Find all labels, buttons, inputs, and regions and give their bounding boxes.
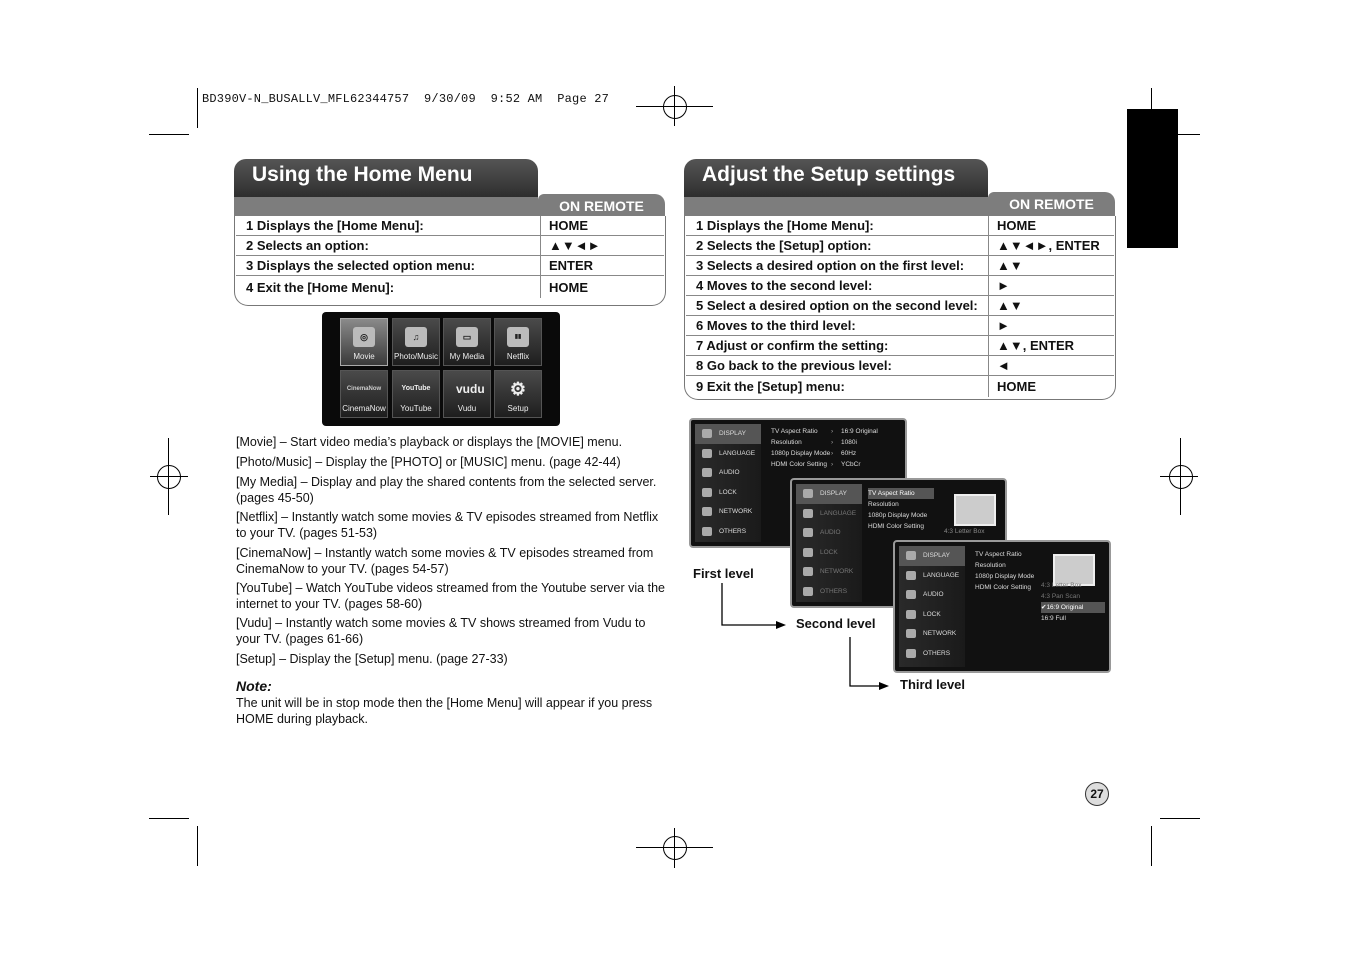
menu-item-display: DISPLAY (695, 424, 761, 444)
display-values: 16:9 Original 1080i 60Hz YCbCr (841, 428, 878, 468)
note-heading: Note: (236, 678, 272, 694)
monitor-icon: ▭ (456, 327, 478, 347)
film-reel-icon: ◎ (353, 327, 375, 347)
display-options: TV Aspect Ratio Resolution 1080p Display Mode HDMI Color Setting (771, 428, 831, 468)
description-my-media: [My Media] – Display and play the shared contents from the selected server. (pages 45-50) (236, 475, 657, 505)
setup-title: Adjust the Setup settings (684, 159, 988, 197)
home-menu-title: Using the Home Menu (234, 159, 538, 197)
aspect-values: 4:3 Letter Box 4:3 Pan Scan ✔16:9 Original 16:9 Full (1041, 580, 1105, 624)
table-row: 4 Moves to the second level: ► (686, 276, 1114, 296)
tile-netflix: ▮▮ Netflix (494, 318, 542, 366)
table-row: 3 Displays the selected option menu: ENTER (236, 256, 664, 276)
note-text: The unit will be in stop mode then the [Home Menu] will appear if you press HOME during playback. (236, 696, 653, 726)
print-slug: BD390V-N_BUSALLV_MFL62344757 9/30/09 9:52 AM Page 27 (202, 92, 610, 106)
vudu-logo-icon: vudu (456, 382, 485, 396)
table-row: 8 Go back to the previous level: ◄ (686, 356, 1114, 376)
description-netflix: [Netflix] – Instantly watch some movies & TV episodes streamed from Netflix to your TV. (pages 51-53) (236, 510, 659, 540)
tile-cinemanow: CinemaNow CinemaNow (340, 370, 388, 418)
table-row: 3 Selects a desired option on the first level: ▲▼ (686, 256, 1114, 276)
tile-setup: ⚙ Setup (494, 370, 542, 418)
second-level-label: Second level (796, 616, 876, 631)
youtube-logo-icon: YouTube (401, 385, 431, 392)
on-remote-label: ON REMOTE (538, 194, 665, 216)
tile-my-media: ▭ My Media (443, 318, 491, 366)
table-row: 9 Exit the [Setup] menu: HOME (686, 376, 1114, 398)
menu-item-others: OTHERS (695, 522, 761, 542)
setup-sidebar: DISPLAY LANGUAGE AUDIO LOCK NETWORK OTHERS (899, 546, 965, 667)
menu-item-language: LANGUAGE (695, 444, 761, 464)
description-cinemanow: [CinemaNow] – Instantly watch some movies & TV episodes streamed from CinemaNow to your TV. (pages 54-57) (236, 546, 654, 576)
description-photo-music: [Photo/Music] – Display the [PHOTO] or [MUSIC] menu. (page 42-44) (236, 455, 621, 469)
table-row: 2 Selects the [Setup] option: ▲▼◄►, ENTER (686, 236, 1114, 256)
third-level-label: Third level (900, 677, 966, 692)
tile-vudu: vudu Vudu (443, 370, 491, 418)
on-remote-label: ON REMOTE (988, 192, 1115, 216)
table-row: 2 Selects an option: ▲▼◄► (236, 236, 664, 256)
gear-icon: ⚙ (509, 379, 527, 399)
tile-photo-music: ♫ Photo/Music (392, 318, 440, 366)
table-row: 5 Select a desired option on the second level: ▲▼ (686, 296, 1114, 316)
tile-youtube: YouTube YouTube (392, 370, 440, 418)
description-youtube: [YouTube] – Watch YouTube videos streamed from the Youtube server via the internet to your TV. (pages 58-60) (236, 581, 665, 611)
display-options: TV Aspect Ratio Resolution 1080p Display Mode HDMI Color Setting (868, 488, 934, 532)
arrow-column: › › › › (831, 428, 834, 468)
table-row: 1 Displays the [Home Menu]: HOME (686, 216, 1114, 236)
description-setup: [Setup] – Display the [Setup] menu. (page 27-33) (236, 652, 508, 666)
table-row: 7 Adjust or confirm the setting: ▲▼, ENTER (686, 336, 1114, 356)
page-number: 27 (1085, 782, 1109, 806)
photo-music-icon: ♫ (405, 327, 427, 347)
display-options: TV Aspect Ratio Resolution 1080p Display Mode HDMI Color Setting (975, 551, 1035, 591)
aspect-value: 4:3 Letter Box (944, 528, 985, 535)
table-row: 4 Exit the [Home Menu]: HOME (236, 276, 664, 299)
netflix-logo-icon: ▮▮ (507, 327, 529, 347)
menu-item-lock: LOCK (695, 483, 761, 503)
setup-sidebar: DISPLAY LANGUAGE AUDIO LOCK NETWORK OTHERS (796, 484, 862, 602)
cinemanow-logo-icon: CinemaNow (346, 386, 382, 392)
table-row: 6 Moves to the third level: ► (686, 316, 1114, 336)
first-level-label: First level (693, 566, 754, 581)
tile-movie: ◎ Movie (340, 318, 388, 366)
description-movie: [Movie] – Start video media’s playback or displays the [MOVIE] menu. (236, 435, 623, 449)
menu-item-audio: AUDIO (695, 463, 761, 483)
menu-item-network: NETWORK (695, 502, 761, 522)
table-row: 1 Displays the [Home Menu]: HOME (236, 216, 664, 236)
description-vudu: [Vudu] – Instantly watch some movies & TV shows streamed from Vudu to your TV. (pages 61-66) (236, 616, 646, 646)
